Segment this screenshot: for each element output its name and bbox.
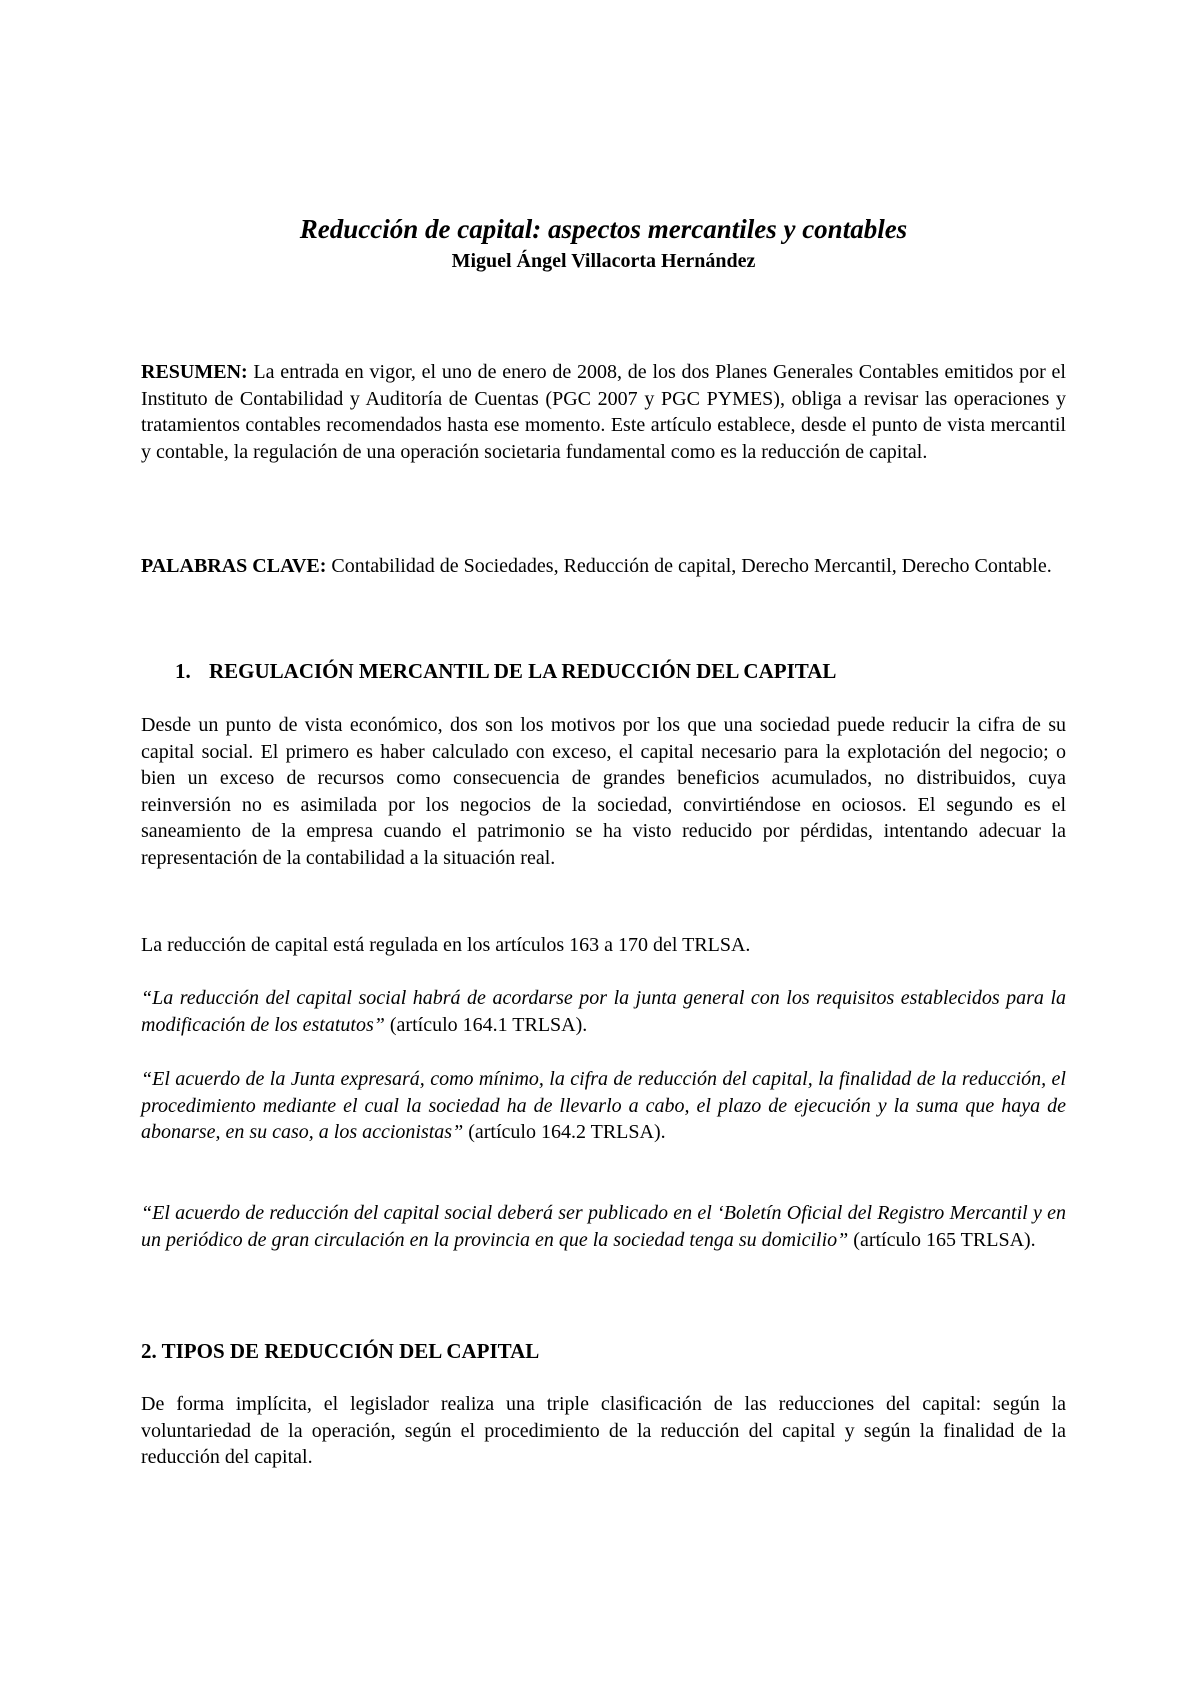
abstract-text: La entrada en vigor, el uno de enero de 2008, de los dos Planes Generales Contables emitidos por el Instituto de Contabilidad y Auditoría de Cuentas (PGC 2007 y PGC PYMES), obliga a revisar las operaciones y tratamientos contables recomendados hasta ese momento. Este artículo establece, desde el punto de vista mercantil y contable, la regulación de una operación societaria fundamental como es la reducción de capital. [141,361,1066,463]
section-2-paragraph-1: De forma implícita, el legislador realiza una triple clasificación de las reducciones del capital: según la voluntariedad de la operación, según el procedimiento de la reducción del capital y según la finalidad de la reducción del capital. [141,1393,1066,1468]
keywords-paragraph [141,553,1066,580]
quote-2-text: “El acuerdo de la Junta expresará, como mínimo, la cifra de reducción del capital, la finalidad de la reducción, el procedimiento mediante el cual la sociedad ha de llevarlo a cabo, el plazo de ejecución y la suma que haya de abonarse, en su caso, a los accionistas” [141,1068,1066,1143]
keywords-label: PALABRAS CLAVE: [141,555,327,577]
section-1-paragraph-1: Desde un punto de vista económico, dos son los motivos por los que una sociedad puede reducir la cifra de su capital social. El primero es haber calculado con exceso, el capital necesario para la explotación del negocio; o bien un exceso de recursos como consecuencia de grandes beneficios acumulados, no distribuidos, cuya reinversión no es asimilada por los negocios de la sociedad, convirtiéndose en ociosos. El segundo es el saneamiento de la empresa cuando el patrimonio se ha visto reducido por pérdidas, intentando adecuar la representación de la contabilidad a la situación real. [141,714,1066,869]
section-1-paragraph-2: La reducción de capital está regulada en los artículos 163 a 170 del TRLSA. [141,934,751,956]
section-1-number: 1. [175,659,191,683]
keywords-text: Contabilidad de Sociedades, Reducción de capital, Derecho Mercantil, Derecho Contable. [326,555,1052,577]
document-title: Reducción de capital: aspectos mercantiles y contables [299,214,908,244]
quote-2 [141,1066,1066,1146]
author-name: Miguel Ángel Villacorta Hernández [451,250,756,272]
quote-2-reference: (artículo 164.2 TRLSA). [463,1121,666,1143]
section-1-heading [175,658,836,684]
quote-1 [141,985,1066,1038]
quote-3-text: “El acuerdo de reducción del capital social deberá ser publicado en el ‘Boletín Oficial del Registro Mercantil y en un periódico de gran circulación en la provincia en que la sociedad tenga su domicilio” [141,1202,1066,1251]
document-page [141,0,1066,1698]
abstract-paragraph [141,359,1066,465]
quote-1-text: “La reducción del capital social habrá de acordarse por la junta general con los requisitos establecidos para la modificación de los estatutos” [141,987,1066,1036]
section-2-heading: 2. TIPOS DE REDUCCIÓN DEL CAPITAL [141,1339,540,1363]
quote-3 [141,1200,1066,1253]
quote-3-reference: (artículo 165 TRLSA). [848,1228,1036,1251]
abstract-label: RESUMEN: [141,361,248,383]
quote-1-reference: (artículo 164.1 TRLSA). [384,1013,588,1036]
section-1-title: REGULACIÓN MERCANTIL DE LA REDUCCIÓN DEL CAPITAL [209,659,837,683]
